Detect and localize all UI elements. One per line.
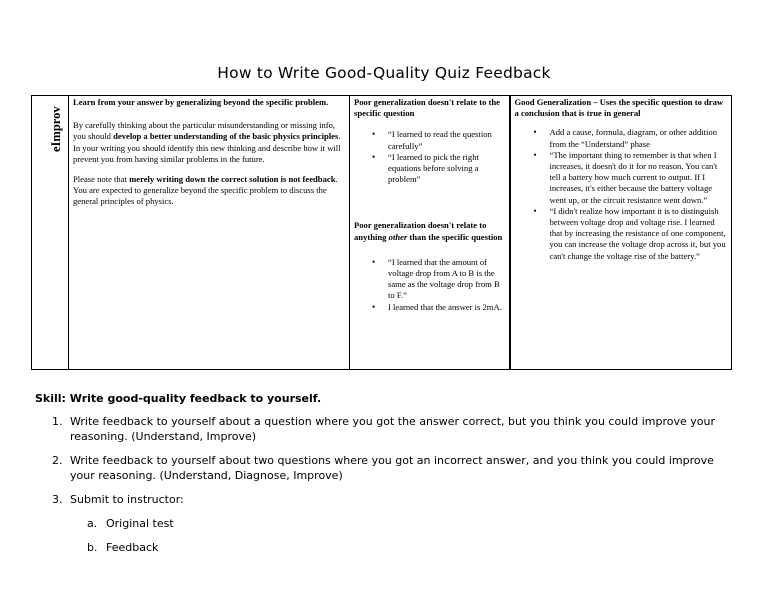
step-item [34,454,734,483]
list-item: • “The important thing to remember is that when I increases, it doesn't do it for no reason. You can't tell a battery how much current to output. If I increases, it's either because the battery voltage went up, or the circuit resistance went down.” [550,150,729,206]
list-item: • “I learned to pick the right equations before solving a problem” [388,152,506,186]
good-list [515,127,729,261]
poor-list-2 [354,257,506,313]
substep-item [70,541,734,556]
list-item: • Add a cause, formula, diagram, or other addition from the “Understand” phase [550,127,729,149]
step-item [34,415,734,444]
steps-list [34,415,734,566]
page-title: How to Write Good-Quality Quiz Feedback [217,64,551,82]
list-item: • I learned that the answer is 2mA. [388,302,506,313]
list-item: • “I didn't realize how important it is to distinguish between voltage drop and voltage rise. I learned that by increasing the resistance of one component, you can increase the voltage drop across it, but you can't change the voltage rise of the battery.” [550,206,729,262]
substep-letter: a. [87,516,98,530]
col-good-cell [510,96,732,370]
learn-paragraph-2: Please note that merely writing down the correct solution is not feedback. You are expected to generalize beyond the specific problem to discuss the general principles of physics. [73,174,338,207]
good-heading: Good Generalization – Uses the specific question to draw a conclusion that is true in general [514,97,724,119]
skill-heading: Skill: Write good-quality feedback to yourself. [35,392,322,405]
substep-text: Original test [106,516,174,530]
col-learn-cell [69,96,350,370]
feedback-table [31,95,732,370]
list-item: • “I learned that the amount of voltage drop from A to B is the same as the voltage drop from B to F.” [388,257,506,302]
step-number: 1. [52,415,63,428]
step-text: Write feedback to yourself about a question where you got the answer correct, but you think you could improve your reasoning. (Understand, Improve) [70,415,715,443]
side-label-cell [32,96,69,370]
step-number: 3. [52,493,63,506]
poor-heading-1: Poor generalization doesn't relate to the specific question [354,97,500,119]
poor-heading-2: Poor generalization doesn't relate to anything other than the specific question [354,220,503,242]
step-text: Write feedback to yourself about two questions where you got an incorrect answer, and you think you could improve your reasoning. (Understand, Diagnose, Improve) [70,454,714,482]
step-number: 2. [52,454,63,467]
substep-text: Feedback [106,541,159,554]
side-label: eImprov [49,106,63,152]
learn-paragraph-1: By carefully thinking about the particular misunderstanding or missing info, you should develop a better understanding of the basic physics principles. In your writing you should identify this new thinking and describe how it will prevent you from having similar problems in the future. [73,120,341,164]
step-text: Submit to instructor: [70,493,184,506]
list-item: • “I learned to read the question carefully” [388,129,506,151]
col-poor-cell [350,96,510,370]
substep-item [70,517,734,532]
substeps-list [70,517,734,556]
poor-list-1 [354,129,506,185]
substep-letter: b. [87,541,98,554]
step-item [34,493,734,556]
learn-heading: Learn from your answer by generalizing beyond the specific problem. [73,97,329,107]
